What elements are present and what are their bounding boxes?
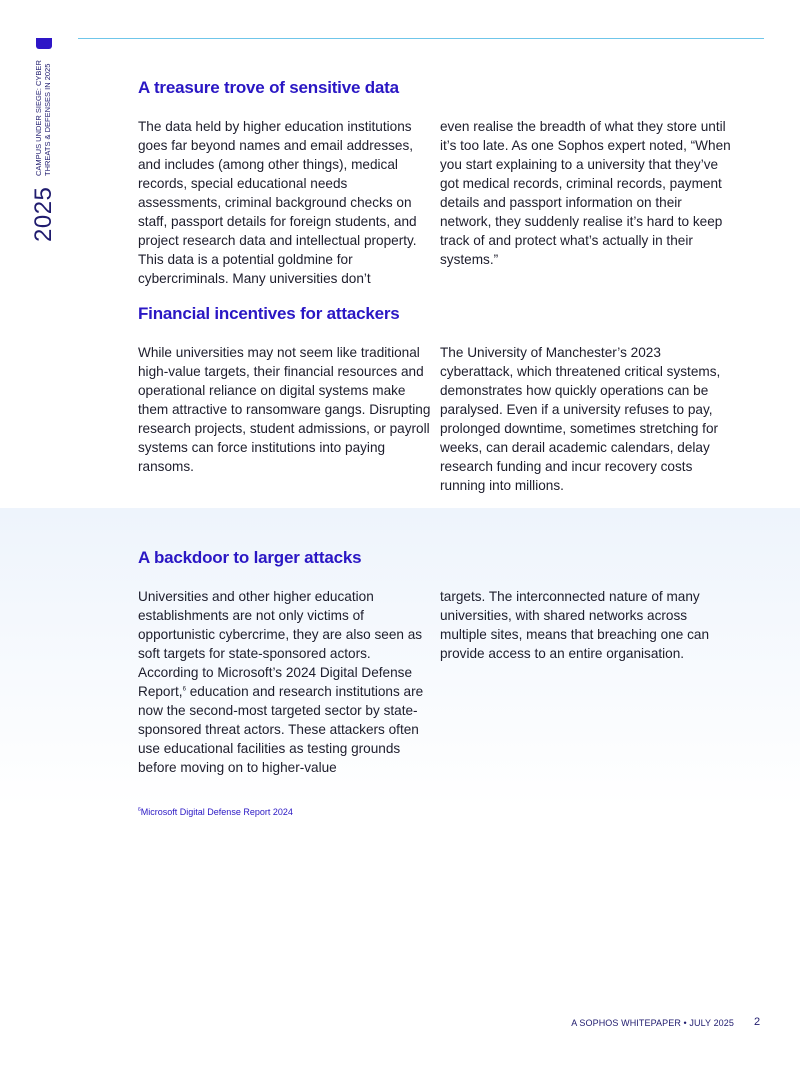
footer-label: A SOPHOS WHITEPAPER • JULY 2025 xyxy=(571,1018,734,1028)
section-sensitive-data xyxy=(138,78,738,286)
section-financial-incentives xyxy=(138,304,738,493)
paragraph: targets. The interconnected nature of many universities, with shared networks across multiple sites, means that breaching one can provide access to an entire organisation. xyxy=(440,589,710,661)
paragraph: even realise the breadth of what they store until it’s too late. As one Sophos expert noted, “When you start explaining to a university that they’ve got medical records, criminal records, payment details and passport information on their network, they suddenly realise it’s hard to keep track of and protect what’s actually in their systems.” xyxy=(440,119,731,267)
footnote xyxy=(138,807,293,817)
column-right xyxy=(440,117,735,269)
footnote-reference: 6 xyxy=(182,686,186,693)
column-right xyxy=(440,587,735,663)
sidebar-title-line-2: THREATS & DEFENSES IN 2025 xyxy=(43,63,52,176)
top-rule xyxy=(78,38,764,39)
paragraph: The data held by higher education institutions goes far beyond names and email addresses, and includes (among other things), medical records, special educational needs assessments, criminal background checks on staff, passport details for foreign students, and project research data and intellectual property. This data is a potential goldmine for cybercriminals. Many universities don’t xyxy=(138,119,417,286)
paragraph-part-a: Universities and other higher education establishments are not only victims of opportunistic cybercrime, they are also seen as soft targets for state-sponsored actors. According to Microsoft’s 2024 Digital Defense Report, xyxy=(138,589,423,699)
paragraph: While universities may not seem like traditional high-value targets, their financial resources and operational reliance on digital systems make them attractive to ransomware gangs. Disrupting research projects, student admissions, or payroll systems can force institutions into paying ransoms. xyxy=(138,345,431,474)
section-heading: A backdoor to larger attacks xyxy=(138,548,362,567)
section-heading: A treasure trove of sensitive data xyxy=(138,78,399,97)
column-left xyxy=(138,117,433,288)
section-heading: Financial incentives for attackers xyxy=(138,304,400,323)
section-backdoor-attacks xyxy=(138,548,738,775)
paragraph xyxy=(138,587,433,777)
column-right xyxy=(440,343,735,495)
page-number: 2 xyxy=(754,1016,761,1028)
paragraph-part-b: education and research institutions are now the second-most targeted sector by state-sponsored threat actors. These attackers often use educational facilities as testing grounds before moving on to higher-value xyxy=(138,684,424,775)
footnote-link[interactable]: Microsoft Digital Defense Report 2024 xyxy=(140,807,293,817)
paragraph: The University of Manchester’s 2023 cyberattack, which threatened critical systems, demonstrates how quickly operations can be paralysed. Even if a university refuses to pay, prolonged downtime, sometimes stretching for weeks, can derail academic calendars, delay research funding and incur recovery costs running into millions. xyxy=(440,345,721,493)
column-left xyxy=(138,587,433,777)
sidebar-title-line-1: CAMPUS UNDER SIEGE: CYBER xyxy=(34,60,43,176)
sidebar-document-title xyxy=(34,46,52,176)
sidebar-year: 2025 xyxy=(30,186,57,242)
footnote-number: 6 xyxy=(138,807,141,813)
column-left xyxy=(138,343,433,476)
